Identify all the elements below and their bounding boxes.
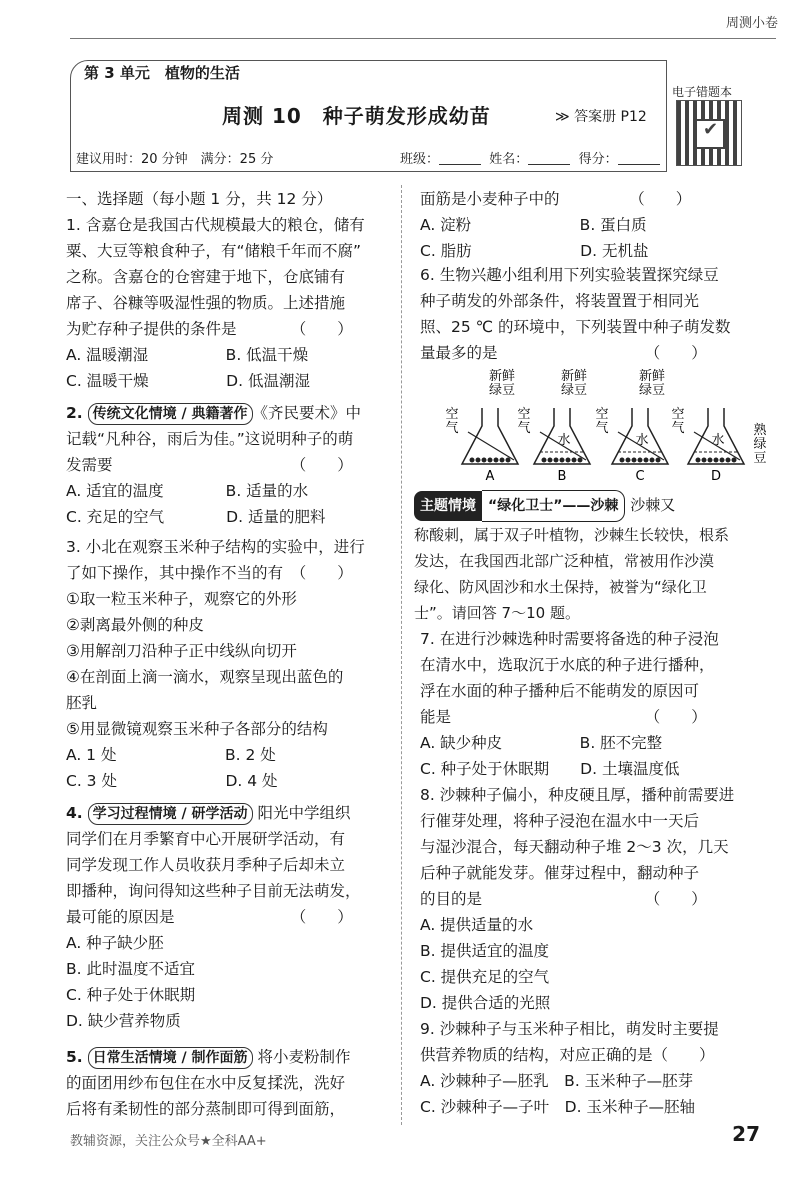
bean (702, 458, 707, 463)
flask-top-label: 新鲜绿豆 (488, 369, 516, 398)
bean (494, 458, 499, 463)
qr-code-icon[interactable] (676, 100, 742, 166)
bean (548, 458, 553, 463)
check-icon: ✔ (703, 119, 719, 140)
question-line: 照、25 ℃ 的环境中，下列装置中种子萌发数 (420, 318, 731, 336)
question-number: 5. (66, 1048, 83, 1066)
question-5-continued (420, 186, 691, 264)
question-1 (66, 212, 365, 394)
context-tag: 日常生活情境 / 制作面筋 (88, 1047, 253, 1069)
question-line: 面筋是小麦种子中的 （ ） (420, 190, 692, 208)
score-blank[interactable] (618, 152, 660, 165)
question-5: 5. 日常生活情境 / 制作面筋 将小麦粉制作 的面团用纱布包住在水中反复揉洗，洗好 后将有柔韧性的部分蒸制即可得到面筋， (66, 1048, 351, 1118)
question-line: 9. 沙棘种子与玉米种子相比，萌发时主要提 (420, 1020, 719, 1038)
flask-top-label: 新鲜绿豆 (560, 369, 588, 398)
answer-option[interactable]: A. 1 处 B. 2 处 (66, 746, 276, 764)
question-6 (420, 262, 731, 366)
q4-option[interactable]: B. 此时温度不适宜 (66, 960, 195, 978)
bean (632, 458, 637, 463)
answer-option[interactable]: C. 沙棘种子—子叶 D. 玉米种子—胚轴 (420, 1098, 695, 1116)
answer-option[interactable]: A. 缺少种皮 B. 胚不完整 (420, 734, 663, 752)
answer-option[interactable]: A. 淀粉 B. 蛋白质 (420, 216, 647, 234)
bean (500, 458, 505, 463)
bean (656, 458, 661, 463)
bean (720, 458, 725, 463)
bean (620, 458, 625, 463)
flask-top-label: 新鲜绿豆 (638, 369, 666, 398)
bean (696, 458, 701, 463)
question-number: 4. (66, 804, 83, 822)
question-line: 7. 在进行沙棘选种时需要将备选的种子浸泡 (420, 630, 719, 648)
question-line: ②剥离最外侧的种皮 (66, 616, 204, 634)
question-line: 行催芽处理，将种子浸泡在温水中一天后 (420, 812, 700, 830)
water-label: 水 (635, 433, 649, 448)
bean (644, 458, 649, 463)
question-3 (66, 534, 365, 794)
bean (638, 458, 643, 463)
flask-id: A (485, 469, 495, 484)
answer-option[interactable]: A. 温暖潮湿 B. 低温干燥 (66, 346, 309, 364)
time-score-info: 建议用时：20 分钟 满分：25 分 (76, 152, 274, 167)
q2-line: 记载“凡种谷，雨后为佳。”这说明种子的萌 (66, 430, 354, 448)
score-label: 得分： (578, 152, 618, 167)
question-line: 胚乳 (66, 694, 98, 712)
air-label: 空气 (445, 407, 459, 436)
question-line: 席子、谷糠等吸湿性强的物质。上述措施 (66, 294, 346, 312)
flask-diagram (420, 368, 790, 486)
answer-option[interactable]: D. 提供合适的光照 (420, 994, 551, 1012)
bean (726, 458, 731, 463)
student-info (400, 148, 660, 167)
question-line: 1. 含嘉仓是我国古代规模最大的粮仓，储有 (66, 216, 365, 234)
answer-option[interactable]: C. 提供充足的空气 (420, 968, 550, 986)
question-4: 4. 学习过程情境 / 研学活动 阳光中学组织 同学们在月季繁育中心开展研学活动，有 同学发现工作人员收获月季种子后却未立 即播种，询问得知这些种子目前无法萌发， 最可能的原因是 （ ） A. 种子缺少胚 B. 此时温度不适宜 C. 种子处于休眠期 D. 缺少营养物质 (66, 804, 361, 1030)
water-label: 水 (711, 433, 725, 448)
question-2 (66, 400, 361, 530)
question-line: ③用解剖刀沿种子正中线纵向切开 (66, 642, 297, 660)
context-tag: 学习过程情境 / 研学活动 (88, 803, 253, 825)
top-rule (70, 38, 776, 39)
unit-title: 第 3 单元 植物的生活 (84, 64, 240, 82)
theme-name: “绿化卫士”——沙棘 (482, 490, 625, 522)
air-label: 空气 (517, 407, 531, 436)
bean (566, 458, 571, 463)
question-line: 量最多的是 （ ） (420, 344, 707, 362)
question-line: 供营养物质的结构，对应正确的是（ ） (420, 1046, 715, 1064)
bean (560, 458, 565, 463)
header-tag: 周测小卷 (725, 16, 778, 31)
question-line: 8. 沙棘种子偏小，种皮硬且厚，播种前需要进 (420, 786, 735, 804)
q2-option[interactable]: C. 充足的空气 D. 适量的肥料 (66, 508, 326, 526)
air-label: 空气 (671, 407, 685, 436)
q4-option[interactable]: C. 种子处于休眠期 (66, 986, 196, 1004)
class-label: 班级： (400, 152, 440, 167)
q2-line: 发需要 （ ） (66, 456, 353, 474)
theme-tag: 主题情境 (414, 491, 482, 521)
bean (554, 458, 559, 463)
bean (470, 458, 475, 463)
question-line: 后种子就能发芽。催芽过程中，翻动种子 (420, 864, 700, 882)
page-title: 周测 10 种子萌发形成幼苗 (222, 104, 491, 128)
water-label: 水 (557, 433, 571, 448)
question-line: 在清水中，选取沉于水底的种子进行播种， (420, 656, 715, 674)
question-line: 3. 小北在观察玉米种子结构的实验中，进行 (66, 538, 365, 556)
question-line: 能是 （ ） (420, 708, 707, 726)
flask-id: D (710, 469, 722, 484)
bean (714, 458, 719, 463)
question-line: 6. 生物兴趣小组利用下列实验装置探究绿豆 (420, 266, 719, 284)
air-label: 空气 (595, 407, 609, 436)
page-number: 27 (732, 1122, 760, 1146)
question-line: 浮在水面的种子播种后不能萌发的原因可 (420, 682, 700, 700)
question-line: 的目的是 （ ） (420, 890, 707, 908)
bean (578, 458, 583, 463)
footer-note: 教辅资源，关注公众号★全科AA+ (70, 1134, 267, 1149)
q4-option[interactable]: A. 种子缺少胚 (66, 934, 164, 952)
q4-option[interactable]: D. 缺少营养物质 (66, 1012, 181, 1030)
question-line: 种子萌发的外部条件，将装置置于相同光 (420, 292, 700, 310)
bean (708, 458, 713, 463)
section-title: 一、选择题（每小题 1 分，共 12 分） (66, 190, 333, 208)
theme-block: 主题情境 “绿化卫士”——沙棘 沙棘又 称酸刺，属于双子叶植物，沙棘生长较快，根系 发达，在我国西北部广泛种植，常被用作沙漠 绿化、防风固沙和水土保持，被誉为“绿化卫 士”。请回答 7～10 题。 (414, 490, 794, 620)
flask-id: C (635, 469, 645, 484)
answer-option[interactable]: A. 沙棘种子—胚乳 B. 玉米种子—胚芽 (420, 1072, 694, 1090)
answer-option[interactable]: C. 脂肪 D. 无机盐 (420, 242, 649, 260)
bean (506, 458, 511, 463)
answer-option[interactable]: A. 提供适量的水 (420, 916, 534, 934)
answer-option[interactable]: C. 3 处 D. 4 处 (66, 772, 278, 790)
bean (482, 458, 487, 463)
qr-label: 电子错题本 (672, 85, 733, 99)
bean (488, 458, 493, 463)
question-line: ④在剖面上滴一滴水，观察呈现出蓝色的 (66, 668, 344, 686)
bean (732, 458, 737, 463)
question-line: 粟、大豆等粮食种子，有“储粮千年而不腐” (66, 242, 362, 260)
bean (650, 458, 655, 463)
q2-option[interactable]: A. 适宜的温度 B. 适量的水 (66, 482, 309, 500)
question-line: 了如下操作，其中操作不当的有 （ ） (66, 564, 353, 582)
bean (476, 458, 481, 463)
flask-id: B (557, 469, 567, 484)
questions-7-9 (420, 626, 734, 1120)
flask-A (462, 408, 518, 484)
question-number: 2. (66, 404, 83, 422)
bean (542, 458, 547, 463)
context-tag: 传统文化情境 / 典籍著作 (88, 403, 253, 425)
bean (626, 458, 631, 463)
question-line: ⑤用显微镜观察玉米种子各部分的结构 (66, 720, 328, 738)
class-blank[interactable] (439, 152, 481, 165)
question-line: 与湿沙混合，每天翻动种子堆 2～3 次，几天 (420, 838, 729, 856)
column-divider (401, 185, 402, 1125)
answer-option[interactable]: C. 温暖干燥 D. 低温潮湿 (66, 372, 310, 390)
question-line: 为贮存种子提供的条件是 （ ） (66, 320, 353, 338)
name-label: 姓名： (489, 152, 529, 167)
q2-line: 《齐民要术》中 (252, 404, 362, 422)
answer-option[interactable]: C. 种子处于休眠期 D. 土壤温度低 (420, 760, 680, 778)
question-line: ①取一粒玉米种子，观察它的外形 (66, 590, 297, 608)
answer-reference: ≫ 答案册 P12 (555, 109, 647, 125)
bean (572, 458, 577, 463)
name-blank[interactable] (528, 152, 570, 165)
answer-option[interactable]: B. 提供适宜的温度 (420, 942, 549, 960)
question-line: 之称。含嘉仓的仓窖建于地下，仓底铺有 (66, 268, 346, 286)
cooked-bean-label: 熟绿豆 (753, 423, 767, 466)
